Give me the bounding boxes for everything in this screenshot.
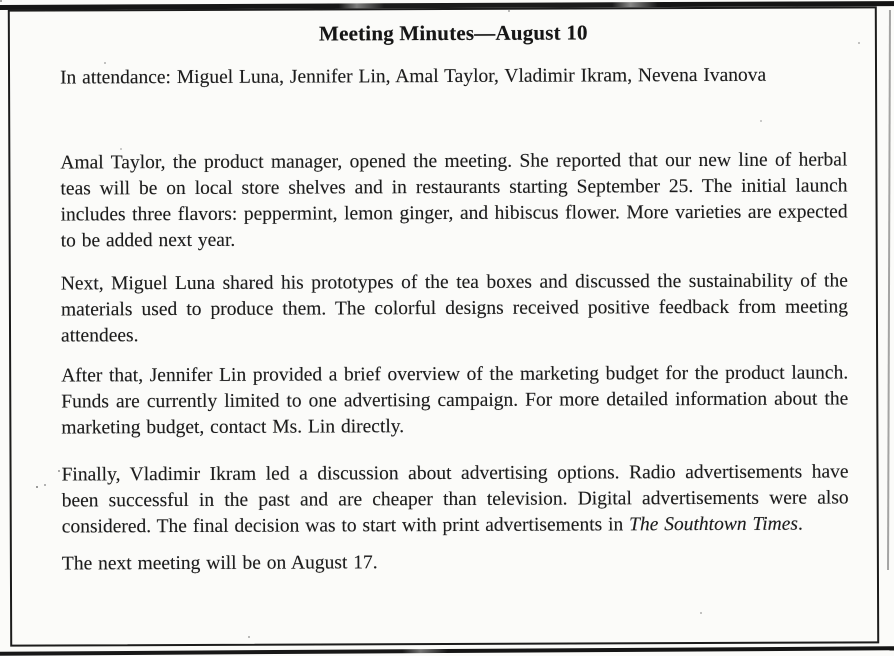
paragraph-marketing-budget: After that, Jennifer Lin provided a brief overview of the marketing budget for the product launch. Funds are currently limited to one advertising campaign. For more detailed information about the marketing budget, contact Ms. Lin directly.: [61, 362, 849, 439]
advertising-text-end: .: [797, 513, 803, 535]
attendance-line: In attendance: Miguel Luna, Jennifer Lin, Amal Taylor, Vladimir Ikram, Nevena Ivanova: [60, 64, 767, 89]
paragraph-advertising-options: [62, 459, 849, 540]
next-meeting-line: The next meeting will be on August 17.: [61, 552, 378, 575]
scan-speckles: [0, 0, 2, 2]
document-border-frame: [8, 6, 879, 646]
scan-bottom-edge-line: [0, 646, 894, 656]
paragraph-box-prototypes: Next, Miguel Luna shared his prototypes of the tea boxes and discussed the sustainability of the materials used to produce them. The colorful designs received positive feedback from meeting attendees.: [60, 270, 848, 347]
scan-right-edge-line: [887, 10, 891, 570]
advertising-text: Finally, Vladimir Ikram led a discussion about advertising options. Radio advertisements have been successful in the past and are cheaper than television. Digital advertisements were also considered. The final decision was to start with print advertisements in: [61, 461, 849, 538]
document-title: Meeting Minutes—August 10: [318, 20, 588, 46]
paragraph-product-launch: Amal Taylor, the product manager, opened the meeting. She reported that our new line of herbal teas will be on local store shelves and in restaurants starting September 25. The initial launch includes three flavors: peppermint, lemon ginger, and hibiscus flower. More varieties are expected to be added next year.: [60, 149, 848, 252]
newspaper-name-italic: The Southtown Times: [629, 513, 799, 536]
